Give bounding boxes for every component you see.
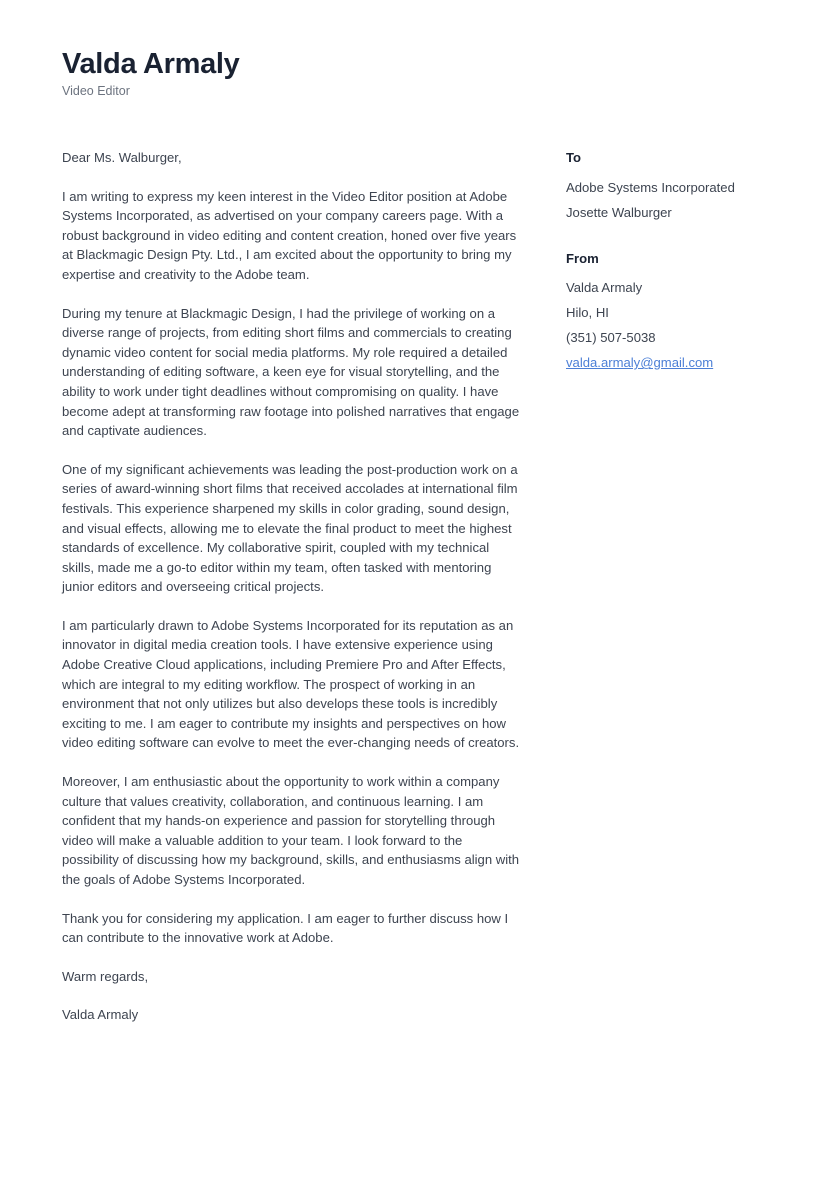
letter-header	[62, 48, 582, 99]
letter-closing: Warm regards,	[62, 968, 149, 984]
sender-email-row	[566, 350, 774, 375]
sender-phone: (351) 507-5038	[566, 330, 656, 346]
letter-columns	[62, 148, 774, 1025]
sender-location: Hilo, HI	[566, 305, 609, 321]
letter-paragraph: I am writing to express my keen interest in the Video Editor position at Adobe Systems Incorporated, as advertised on your company careers page. With a robust background in video editing and content creation, honed over five years at Blackmagic Design Pty. Ltd., I am excited about the opportunity to bring my expertise and creativity to the Adobe team.	[62, 188, 517, 282]
sender-email-link[interactable]: valda.armaly@gmail.com	[566, 355, 714, 371]
letter-paragraph: Moreover, I am enthusiastic about the opportunity to work within a company culture that values creativity, collaboration, and continuous learning. I am confident that my hands-on experience and passion for storytelling through video will make a valuable addition to your team. I look forward to the possibility of discussing how my background, skills, and enthusiasms align with the goals of Adobe Systems Incorporated.	[62, 774, 520, 887]
letter-paragraph: One of my significant achievements was leading the post-production work on a series of award-winning short films that received accolades at international film festivals. This experience sharpened my skills in color grading, sound design, and visual effects, allowing me to elevate the final product to meet the highest standards of excellence. My collaborative spirit, coupled with my technical skills, made me a go-to editor within my team, often tasked with mentoring junior editors and overseeing critical projects.	[62, 461, 518, 595]
recipient-block	[566, 148, 774, 225]
letter-sidebar	[566, 148, 774, 375]
letter-signature: Valda Armaly	[62, 1007, 139, 1023]
to-heading: To	[566, 150, 582, 165]
candidate-name: Valda Armaly	[62, 48, 240, 80]
sender-block	[566, 249, 774, 376]
recipient-company: Adobe Systems Incorporated	[566, 179, 735, 195]
candidate-job-title: Video Editor	[62, 84, 130, 99]
letter-paragraph: Thank you for considering my application. I am eager to further discuss how I can contribute to the innovative work at Adobe.	[62, 910, 509, 946]
letter-main-column	[62, 148, 521, 1025]
letter-paragraph: I am particularly drawn to Adobe Systems Incorporated for its reputation as an innovator in digital media creation tools. I have extensive experience using Adobe Creative Cloud applications, including Premiere Pro and After Effects, which are integral to my editing workflow. The prospect of working in an environment that not only utilizes but also develops these tools is incredibly exciting to me. I am eager to contribute my insights and perspectives on how video editing software can evolve to meet the ever-changing needs of creators.	[62, 617, 520, 751]
letter-salutation: Dear Ms. Walburger,	[62, 150, 182, 165]
from-heading: From	[566, 250, 599, 266]
letter-body	[62, 148, 774, 1025]
sender-name: Valda Armaly	[566, 280, 643, 296]
letter-paragraph: During my tenure at Blackmagic Design, I had the privilege of working on a diverse range of projects, from editing short films and commercials to creating dynamic video content for social media platforms. My role required a detailed understanding of editing software, a keen eye for visual storytelling, and the ability to work under tight deadlines without compromising on quality. I have become adept at transforming raw footage into polished narratives that engage and captivate audiences.	[62, 305, 520, 439]
recipient-name: Josette Walburger	[566, 204, 672, 220]
